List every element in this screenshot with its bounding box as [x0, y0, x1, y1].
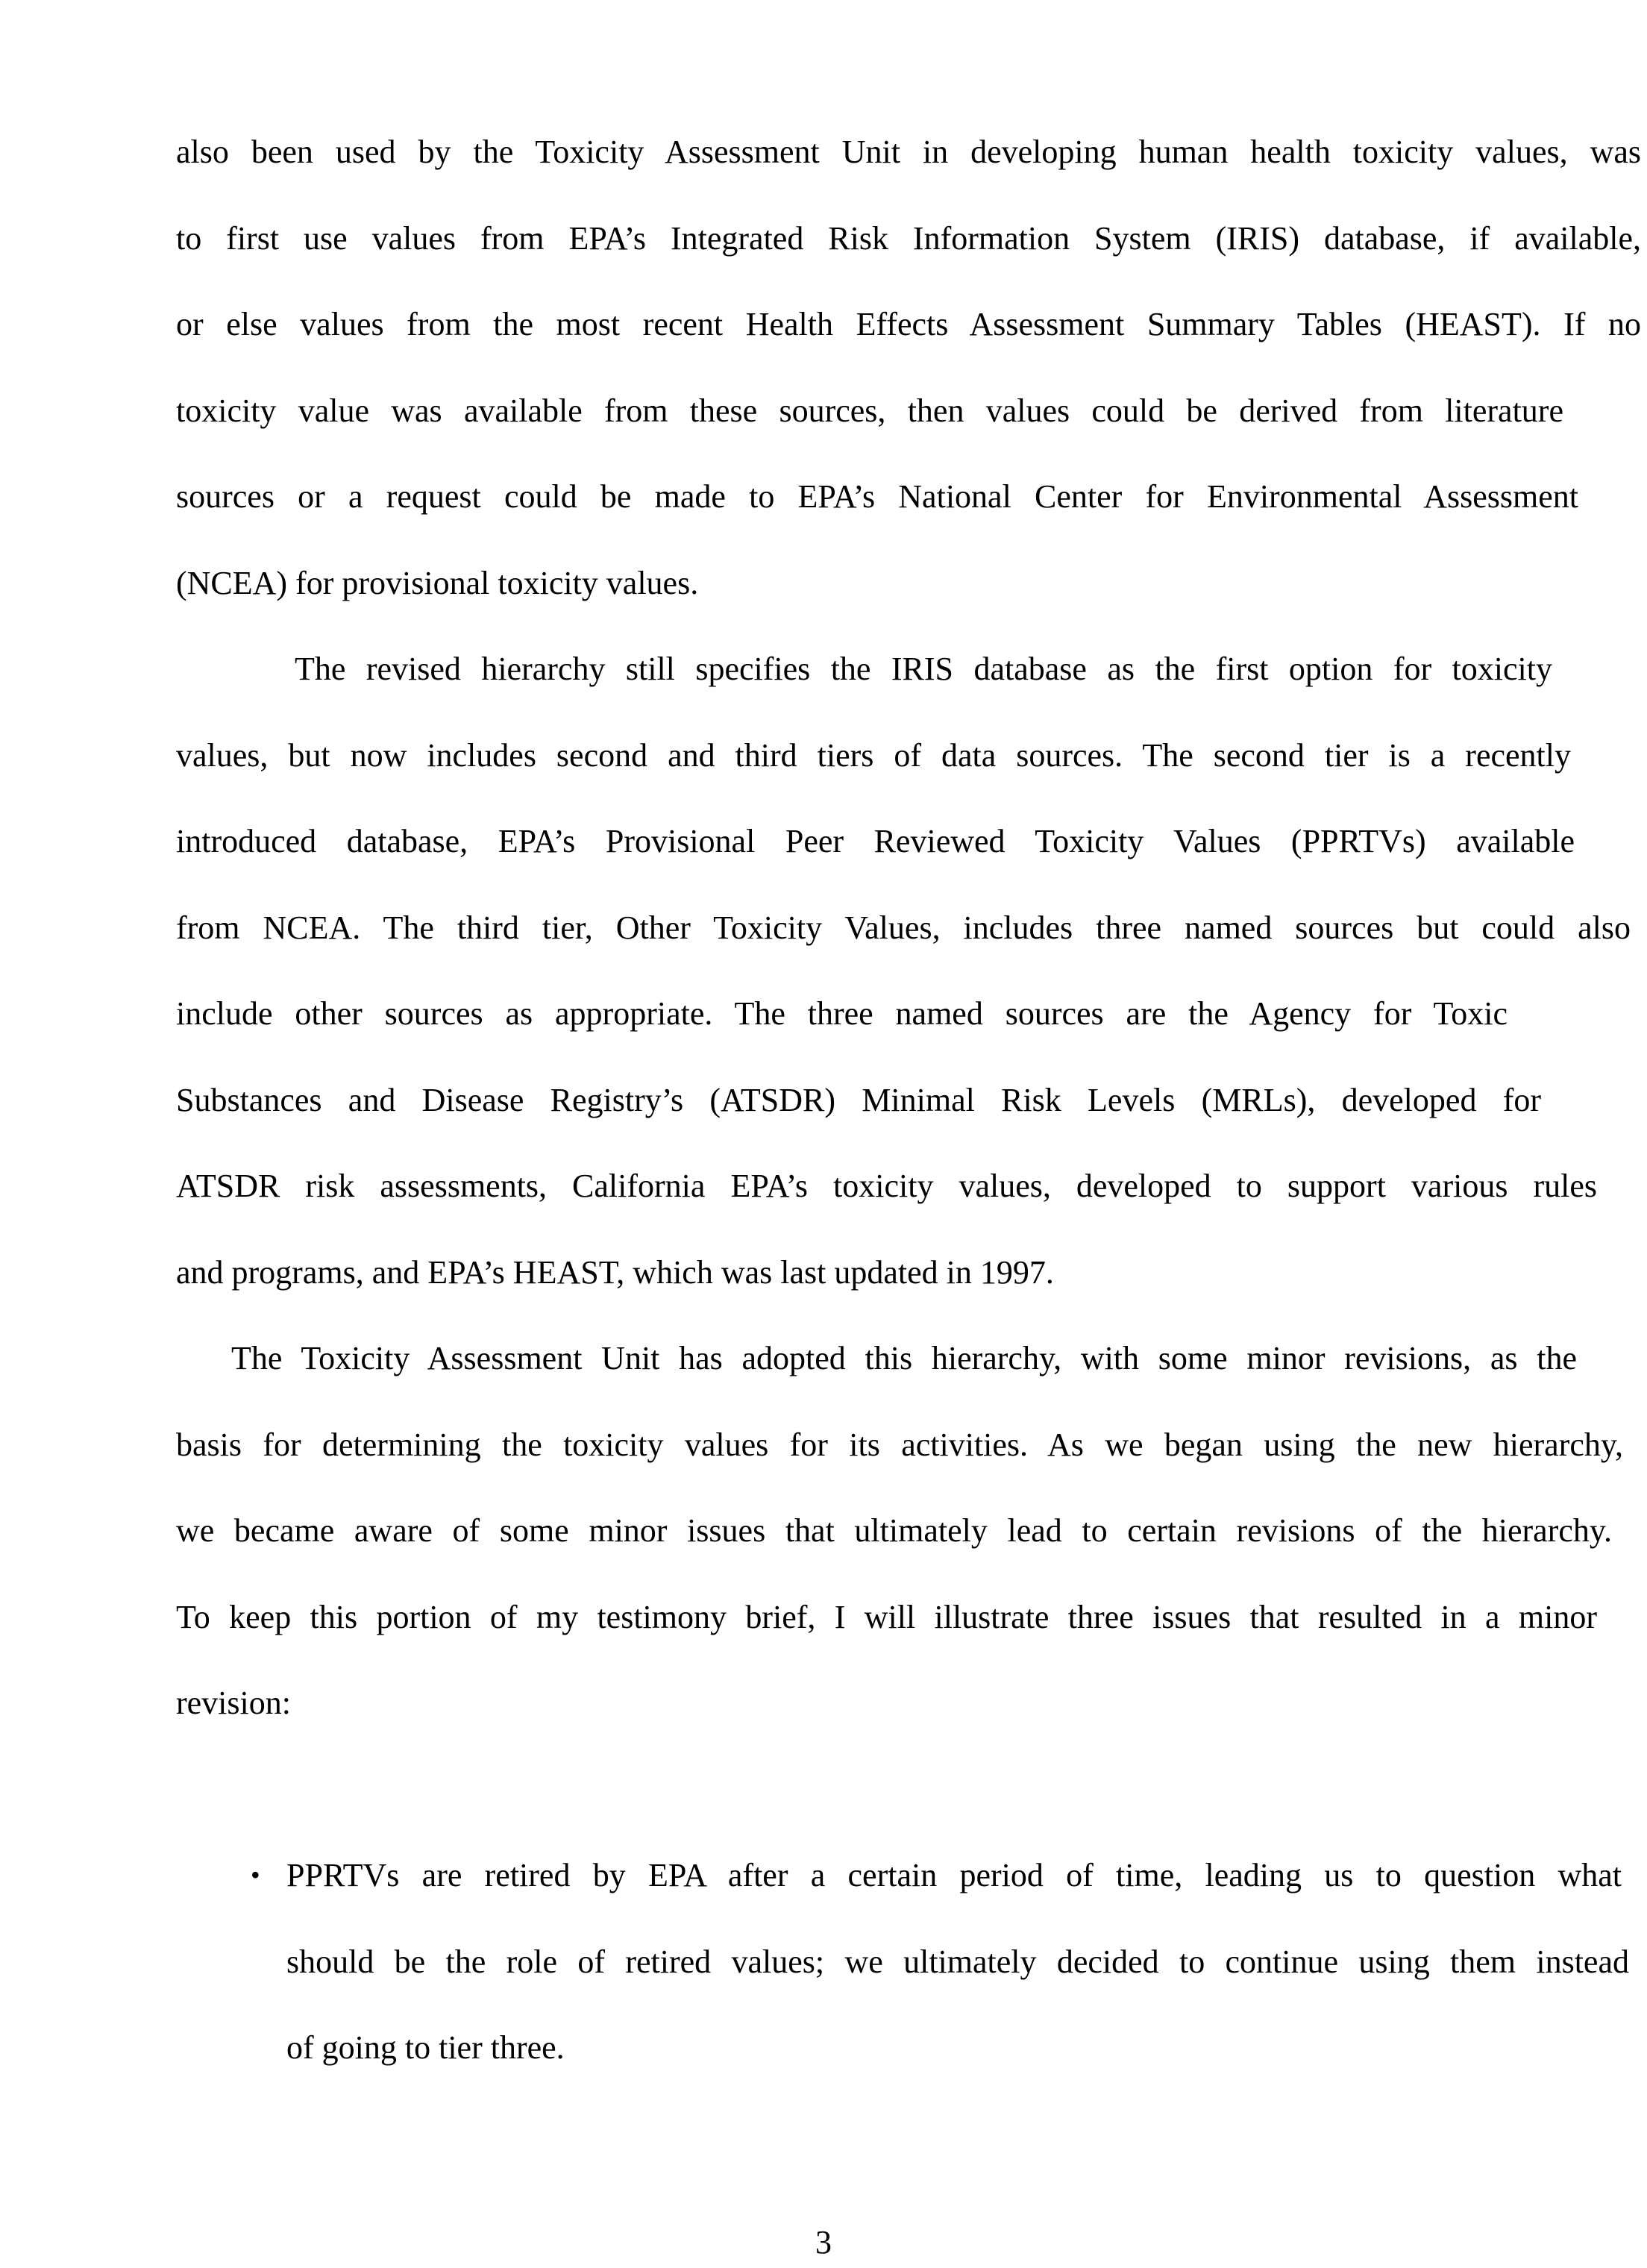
- text-line: revision:: [176, 1685, 291, 1721]
- paragraph-revised-hierarchy: [176, 626, 1641, 1315]
- text-line: sources or a request could be made to EPA’s National Center for Environmental Assessment: [176, 478, 1578, 515]
- paragraph-hierarchy-background: [176, 109, 1641, 626]
- text-line: To keep this portion of my testimony brief, I will illustrate three issues that resulted in a minor: [176, 1598, 1597, 1635]
- document-body: [176, 109, 1641, 2091]
- text-line: ATSDR risk assessments, California EPA’s toxicity values, developed to support various rules: [176, 1168, 1597, 1204]
- text-line: Substances and Disease Registry’s (ATSDR) Minimal Risk Levels (MRLs), developed for: [176, 1081, 1541, 1118]
- text-line: to first use values from EPA’s Integrated Risk Information System (IRIS) database, if available,: [176, 219, 1641, 257]
- text-line: should be the role of retired values; we ultimately decided to continue using them instead: [286, 1943, 1629, 1980]
- text-line: toxicity value was available from these sources, then values could be derived from literature: [176, 392, 1563, 429]
- text-line: introduced database, EPA’s Provisional Peer Reviewed Toxicity Values (PPRTVs) available: [176, 823, 1575, 859]
- text-line: from NCEA. The third tier, Other Toxicity Values, includes three named sources but could also: [176, 909, 1631, 946]
- text-line: and programs, and EPA’s HEAST, which was last updated in 1997.: [176, 1253, 1054, 1291]
- text-line: The revised hierarchy still specifies the IRIS database as the first option for toxicity: [295, 651, 1552, 687]
- paragraph-adoption: [176, 1315, 1641, 1747]
- text-line: include other sources as appropriate. The three named sources are the Agency for Toxic: [176, 995, 1508, 1032]
- bullet-icon: •: [251, 1860, 260, 1890]
- text-line: also been used by the Toxicity Assessment Unit in developing human health toxicity values, was: [176, 134, 1641, 170]
- page-number: 3: [815, 2224, 832, 2261]
- text-line: of going to tier three.: [286, 2029, 565, 2066]
- text-line: or else values from the most recent Health Effects Assessment Summary Tables (HEAST). If no: [176, 306, 1641, 342]
- text-line: basis for determining the toxicity values for its activities. As we began using the new hierarchy,: [176, 1426, 1623, 1463]
- text-line: we became aware of some minor issues that ultimately lead to certain revisions of the hierarchy.: [176, 1512, 1612, 1549]
- text-line: The Toxicity Assessment Unit has adopted this hierarchy, with some minor revisions, as the: [231, 1340, 1577, 1376]
- text-line: values, but now includes second and third tiers of data sources. The second tier is a recently: [176, 736, 1571, 774]
- text-line: (NCEA) for provisional toxicity values.: [176, 564, 699, 601]
- text-line: PPRTVs are retired by EPA after a certain period of time, leading us to question what: [286, 1857, 1622, 1893]
- bullet-item-retired-pprtvs: [176, 1832, 1629, 2091]
